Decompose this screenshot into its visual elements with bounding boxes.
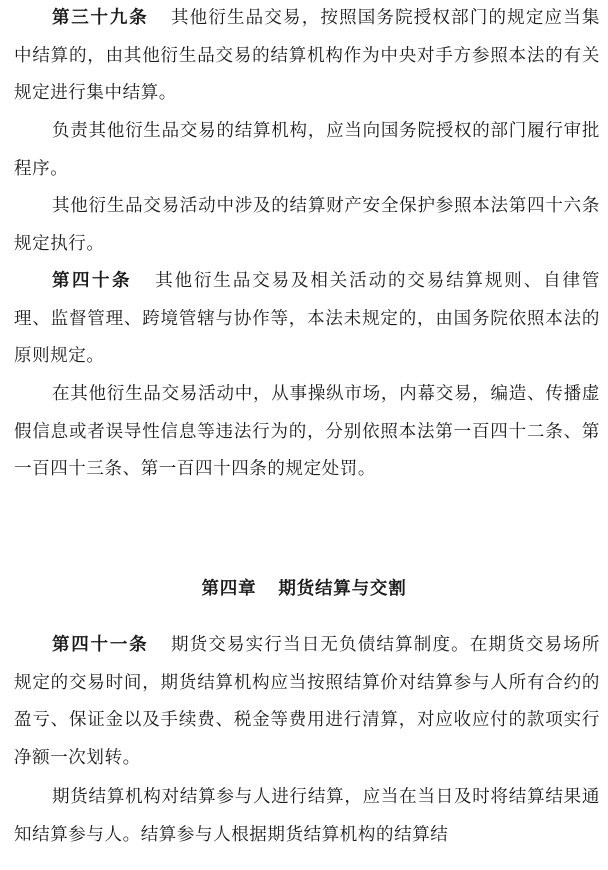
paragraph-article-40-2	[0, 376, 608, 489]
section-article-41-p2	[0, 779, 608, 854]
chapter-number: 第四章	[201, 579, 257, 599]
paragraph-article-40	[0, 263, 608, 376]
paragraph-article-39-3	[0, 188, 608, 263]
chapter-heading	[0, 571, 608, 609]
paragraph-text: 期货结算机构对结算参与人进行结算，应当在当日及时将结算结果通知结算参与人。结算参与人根据期货结算机构的结算结	[14, 787, 600, 845]
paragraph-text: 期货交易实行当日无负债结算制度。在期货交易场所规定的交易时间，期货结算机构应当按照结算价对结算参与人所有合约的盈亏、保证金以及手续费、税金等费用进行清算，对应收应付的款项实行净额一次划转。	[14, 635, 600, 768]
article-heading-41: 第四十一条	[52, 635, 149, 655]
paragraph-text: 其他衍生品交易，按照国务院授权部门的规定应当集中结算的，由其他衍生品交易的结算机构作为中央对手方参照本法的有关规定进行集中结算。	[14, 8, 600, 103]
paragraph-article-41	[0, 627, 608, 777]
section-article-39	[0, 0, 608, 113]
paragraph-article-39	[0, 0, 608, 113]
article-heading-40: 第四十条	[52, 271, 132, 291]
paragraph-article-41-2	[0, 779, 608, 854]
section-article-39-p2	[0, 113, 608, 188]
section-article-41	[0, 627, 608, 777]
paragraph-text: 负责其他衍生品交易的结算机构，应当向国务院授权的部门履行审批程序。	[14, 121, 600, 179]
paragraph-text: 其他衍生品交易及相关活动的交易结算规则、自律管理、监督管理、跨境管辖与协作等，本法未规定的，由国务院依照本法的原则规定。	[14, 271, 600, 366]
section-article-39-p3	[0, 188, 608, 263]
chapter-title: 期货结算与交割	[278, 579, 407, 599]
section-article-40	[0, 263, 608, 376]
article-heading-39: 第三十九条	[52, 8, 149, 28]
section-article-40-p2	[0, 376, 608, 489]
paragraph-article-39-2	[0, 113, 608, 188]
paragraph-text: 其他衍生品交易活动中涉及的结算财产安全保护参照本法第四十六条规定执行。	[14, 196, 600, 254]
paragraph-text: 在其他衍生品交易活动中，从事操纵市场，内幕交易，编造、传播虚假信息或者误导性信息等违法行为的，分别依照本法第一百四十二条、第一百四十三条、第一百四十四条的规定处罚。	[14, 384, 600, 479]
